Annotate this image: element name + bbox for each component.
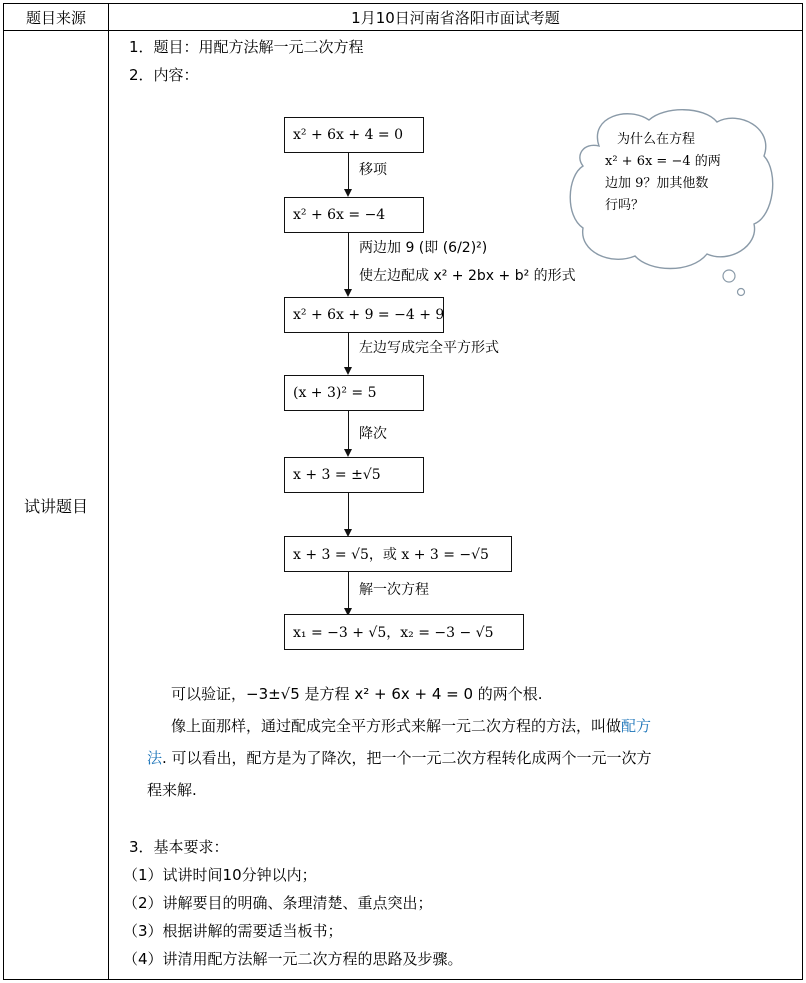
requirements-title: 3．基本要求：: [129, 838, 229, 856]
header-source-value: 1月10日河南省洛阳市面试考题: [109, 4, 803, 31]
arrow-down-icon: [344, 289, 352, 297]
exam-table: [3, 3, 803, 980]
requirement-3: （3）根据讲解的需要适当板书；: [123, 922, 343, 940]
flow-arrow-line: [348, 333, 349, 371]
flow-box-2: x² + 6x = −4: [284, 197, 424, 233]
bubble-line-2: x² + 6x = −4 的两: [605, 154, 721, 169]
flow-arrow-line: [348, 411, 349, 453]
arrow-down-icon: [344, 449, 352, 457]
flow-arrow-line: [348, 153, 349, 193]
paragraph-method: [171, 711, 651, 741]
term-peifang: 配方: [621, 717, 652, 735]
flow-box-3: x² + 6x + 9 = −4 + 9: [284, 297, 444, 333]
row-label: 试讲题目: [4, 31, 109, 980]
flow-step-4: 左边写成完全平方形式: [359, 340, 499, 356]
flow-box-1: x² + 6x + 4 = 0: [284, 117, 424, 153]
flow-arrow-line: [348, 572, 349, 612]
flow-box-4: (x + 3)² = 5: [284, 375, 424, 411]
arrow-down-icon: [344, 367, 352, 375]
paragraph-verify: 可以验证，−3±√5 是方程 x² + 6x + 4 = 0 的两个根.: [171, 685, 543, 703]
bubble-line-3: 边加 9？加其他数: [605, 176, 709, 191]
arrow-down-icon: [344, 189, 352, 197]
flow-arrow-line: [348, 493, 349, 533]
requirement-4: （4）讲清用配方法解一元二次方程的思路及步骤。: [123, 950, 463, 968]
paragraph-method-text-2: . 可以看出，配方是为了降次，把一个一元二次方程转化成两个一元一次方: [162, 749, 652, 767]
bubble-line-4: 行吗？: [605, 198, 645, 213]
term-fa: 法: [147, 749, 163, 767]
item-content: 2．内容：: [129, 66, 199, 84]
paragraph-method-cont: [147, 743, 652, 773]
flow-arrow-line: [348, 233, 349, 293]
flow-step-1: 移项: [359, 162, 387, 178]
paragraph-method-end: 程来解.: [147, 781, 197, 799]
flow-step-6: 解一次方程: [359, 582, 429, 598]
paragraph-method-text: 像上面那样，通过配成完全平方形式来解一元二次方程的方法，叫做: [171, 717, 622, 735]
bubble-line-1: 为什么在方程: [617, 132, 696, 147]
header-source-label: 题目来源: [4, 4, 109, 31]
item-topic: 1．题目：用配方法解一元二次方程: [129, 38, 364, 56]
content-cell: [109, 31, 803, 980]
flow-step-5: 降次: [359, 426, 387, 442]
flow-box-7: x₁ = −3 + √5，x₂ = −3 − √5: [284, 614, 524, 650]
flow-box-6: x + 3 = √5，或 x + 3 = −√5: [284, 536, 512, 572]
flow-box-5: x + 3 = ±√5: [284, 457, 424, 493]
flow-step-2: 两边加 9 (即 (6/2)²): [359, 240, 488, 256]
requirement-2: （2）讲解要目的明确、条理清楚、重点突出；: [123, 894, 433, 912]
requirement-1: （1）试讲时间10分钟以内；: [123, 866, 317, 884]
flow-step-3: 使左边配成 x² + 2bx + b² 的形式: [359, 268, 576, 284]
